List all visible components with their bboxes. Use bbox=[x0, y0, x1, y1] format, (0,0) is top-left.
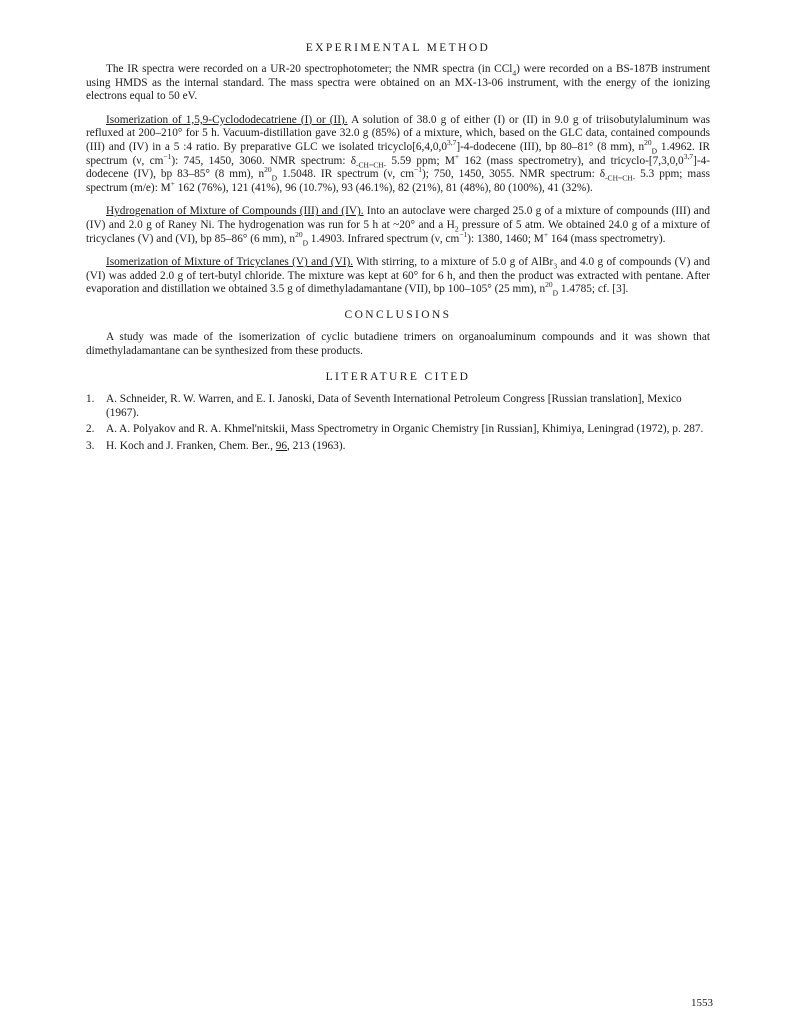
reference-text: A. Schneider, R. W. Warren, and E. I. Janoski, Data of Seventh International Petroleum Congress [Russian translation], Mexico (1967). bbox=[106, 393, 682, 419]
experimental-heading: EXPERIMENTAL METHOD bbox=[305, 42, 491, 54]
subheading-hydrogenation: Hydrogenation of Mixture of Compounds (III) and (IV). bbox=[106, 205, 364, 218]
literature-heading: LITERATURE CITED bbox=[325, 371, 471, 384]
paragraph-instruments: The IR spectra were recorded on a UR-20 spectrophotometer; the NMR spectra (in CCl$_4$) were recorded on a BS-187B instrument using HMDS as the internal standard. The mass spectra were obtained on an MX-13-06 instrument, with the energy of the ionizing electrons equal to 50 eV. bbox=[86, 63, 710, 103]
reference-item bbox=[86, 423, 710, 437]
reference-text: A. A. Polyakov and R. A. Khmel'nitskii, Mass Spectrometry in Organic Chemistry [in Russian], Khimiya, Leningrad (1972), p. 287. bbox=[106, 423, 704, 436]
reference-text: H. Koch and J. Franken, Chem. Ber., 96, 213 (1963). bbox=[106, 439, 346, 452]
paragraph-hydrogenation: Hydrogenation of Mixture of Compounds (III) and (IV). Into an autoclave were charged 25.0 g of a mixture of compounds (III) and (IV) and 2.0 g of Raney Ni. The hydrogenation was run for 5 h at ~20° and a $H_2$ pressure of 5 atm. We obtained 24.0 g of a mixture of tricyclanes (V) and (VI), bp 85–86° (6 mm), $n^{20}_D$ 1.4903. Infrared spectrum (ν, $cm^{-1}$): 1380, 1460; M+ 164 (mass spectrometry). bbox=[86, 205, 710, 247]
reference-number: 2. bbox=[86, 423, 95, 436]
conclusions-heading: CONCLUSIONS bbox=[344, 308, 452, 321]
paragraph-conclusion: A study was made of the isomerization of cyclic butadiene trimers on organoaluminum compounds and it was shown that dimethyladamantane can be synthesized from these products. bbox=[86, 330, 710, 357]
page-number: 1553 bbox=[691, 997, 713, 1009]
paragraph-isomerization-tricyclanes: Isomerization of Mixture of Tricyclanes (V) and (VI). With stirring, to a mixture of 5.0 g of AlBr$_3$ and 4.0 g of compounds (V) and (VI) was added 2.0 g of tert-butyl chloride. The mixture was kept at 60° for 6 h, and then the product was extracted with pentane. After evaporation and distillation we obtained 3.5 g of dimethyladamantane (VII), bp 100–105° (25 mm), $n^{20}_D$ 1.4785; cf. [3]. bbox=[86, 256, 710, 298]
reference-item bbox=[86, 393, 710, 420]
reference-number: 1. bbox=[86, 393, 95, 406]
paragraph-isomerization-cdt: Isomerization of 1,5,9-Cyclododecatriene (I) or (II). A solution of 38.0 g of either (I) or (II) in 9.0 g of triisobutylaluminum was refluxed at 200–210° for 5 h. Vacuum-distillation gave 32.0 g (85%) of a mixture, which, based on the GLC data, contained compounds (III) and (IV) in a 5 :4 ratio. By preparative GLC we isolated tricyclo[6,4,0,0$^{3,7}$]-4-dodecene (III), bp 80–81° (8 mm), $n^{20}_D$ 1.4962. IR spectrum (ν, $cm^{-1}$): 745, 1450, 3060. NMR spectrum: $\delta_{-CH=CH-}$ 5.59 ppm; M+ 162 (mass spectrometry), and tricyclo-[7,3,0,0$^{3,7}$]-4-dodecene (IV), bp 83–85° (8 mm), $n^{20}_D$ 1.5048. IR spectrum (ν, $cm^{-1}$); 750, 1450, 3055. NMR spectrum: $\delta_{-CH=CH-}$ 5.3 ppm; mass spectrum (m/e): M+ 162 (76%), 121 (41%), 96 (10.7%), 93 (46.1%), 82 (21%), 81 (48%), 80 (100%), 41 (32%). bbox=[86, 113, 711, 194]
subheading-isomerization-cdt: Isomerization of 1,5,9-Cyclododecatriene (I) or (II). bbox=[106, 113, 348, 126]
reference-item bbox=[86, 440, 710, 454]
reference-list bbox=[86, 393, 710, 453]
reference-number: 3. bbox=[86, 439, 95, 452]
subheading-isomerization-tricyclanes: Isomerization of Mixture of Tricyclanes (V) and (VI). bbox=[106, 256, 354, 269]
paper-page bbox=[86, 42, 710, 456]
